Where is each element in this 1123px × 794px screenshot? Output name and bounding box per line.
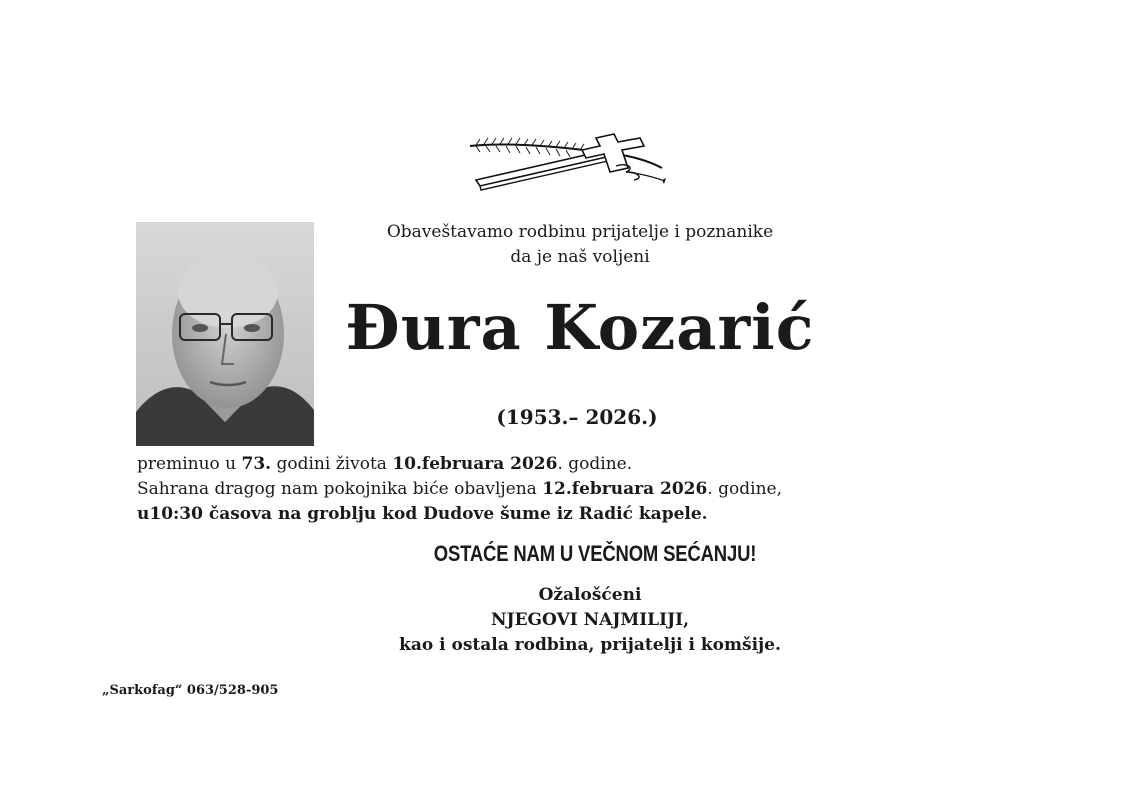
details-line-1 <box>137 452 897 477</box>
mourners-block <box>340 583 840 658</box>
mourners-line-3: kao i ostala rodbina, prijatelji i komšije. <box>399 635 781 655</box>
death-date: 10.februara 2026 <box>392 454 558 474</box>
memorial-motto: OSTAĆE NAM U VEČNOM SEĆANJU! <box>433 541 757 566</box>
intro-line-2: da je naš voljeni <box>510 247 650 267</box>
publisher-footer: „Sarkofag“ 063/528-905 <box>102 683 279 698</box>
text: preminuo u <box>137 454 242 474</box>
life-dates: (1953.– 2026.) <box>496 405 658 429</box>
portrait-photo <box>136 222 314 446</box>
details-line-2 <box>137 477 897 502</box>
funeral-details <box>137 452 897 527</box>
age: 73. <box>241 454 272 474</box>
details-line-3 <box>137 502 897 527</box>
mourners-line-2: NJEGOVI NAJMILIJI, <box>491 610 689 630</box>
text: . godine. <box>557 454 633 474</box>
funeral-time-place: u10:30 časova na groblju kod Dudove šume iz Radić kapele. <box>137 504 708 524</box>
cross-with-palm-icon <box>466 128 680 192</box>
intro-line-1: Obaveštavamo rodbinu prijatelje i poznanike <box>386 222 774 242</box>
funeral-date: 12.februara 2026 <box>542 479 708 499</box>
text: godini života <box>271 454 393 474</box>
text: . godine, <box>707 479 783 499</box>
deceased-name: Đura Kozarić <box>345 291 815 364</box>
mourners-line-1: Ožalošćeni <box>538 585 642 605</box>
text: Sahrana dragog nam pokojnika biće obavljena <box>137 479 543 499</box>
intro-text <box>330 220 830 270</box>
